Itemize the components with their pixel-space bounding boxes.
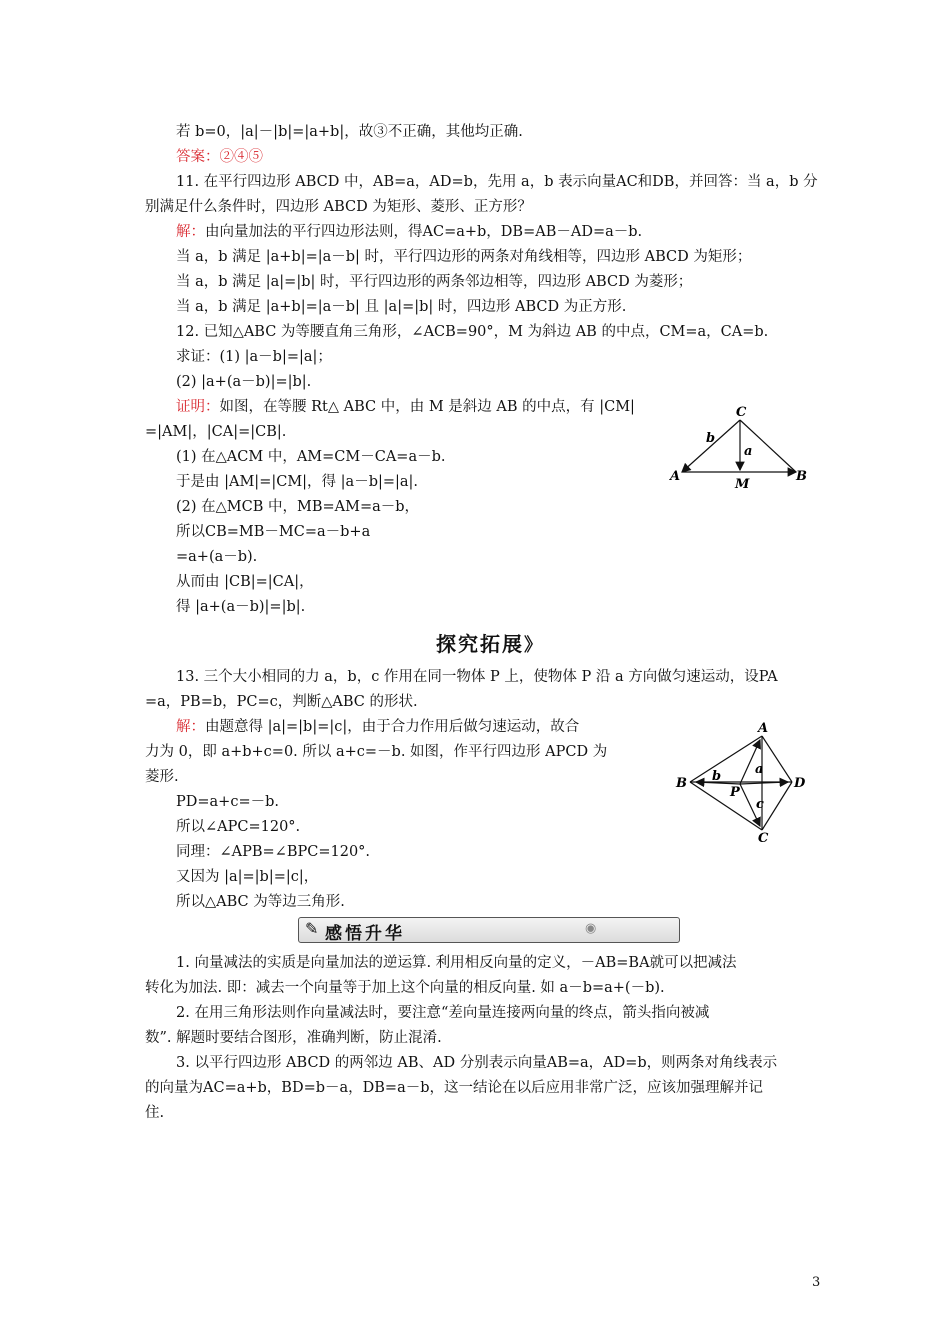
label-prefix: 解： xyxy=(176,719,205,735)
text-line: PD=a+c=－b. xyxy=(176,794,279,810)
text-line: 13. 三个大小相同的力 a，b，c 作用在同一物体 P 上，使物体 P 沿 a 方向做匀速运动，设PA xyxy=(176,669,778,685)
label-prefix: 解： xyxy=(176,224,205,240)
text-line: 证明：如图，在等腰 Rt△ ABC 中，由 M 是斜边 AB 的中点，有 |CM| xyxy=(176,399,635,415)
text-line: 从而由 |CB|=|CA|， xyxy=(176,574,314,590)
label-vec-a: a xyxy=(755,762,764,777)
label-vec-c: c xyxy=(756,797,764,812)
text-line: 同理：∠APB=∠BPC=120°. xyxy=(176,844,371,860)
text-line: 数”. 解题时要结合图形，准确判断，防止混淆. xyxy=(145,1030,442,1046)
text-line: 1. 向量减法的实质是向量加法的逆运算. 利用相反向量的定义，－AB=BA就可以把减法 xyxy=(176,955,737,971)
label-p: P xyxy=(730,785,740,800)
text-line: (1) 在△ACM 中，AM=CM－CA=a－b. xyxy=(176,449,446,465)
section-banner-insight: ✎ 感悟升华 ◉ xyxy=(298,917,680,943)
text-line: 当 a，b 满足 |a+b|=|a－b| 且 |a|=|b| 时，四边形 ABCD 为正方形. xyxy=(176,299,627,315)
text-line: (2) |a+(a－b)|=|b|. xyxy=(176,374,312,390)
label-c: C xyxy=(758,831,769,846)
text-line: 3. 以平行四边形 ABCD 的两邻边 AB、AD 分别表示向量AB=a，AD=b，则两条对角线表示 xyxy=(176,1055,778,1071)
page-number: 3 xyxy=(812,1275,821,1290)
label-c: C xyxy=(736,405,747,420)
text-line: 又因为 |a|=|b|=|c|， xyxy=(176,869,319,885)
section-banner-explore: 探究拓展》 xyxy=(436,632,542,656)
text-line: 2. 在用三角形法则作向量减法时，要注意“差向量连接两向量的终点，箭头指向被减 xyxy=(176,1005,710,1021)
text-line: 所以CB=MB－MC=a－b+a xyxy=(176,524,371,540)
label-vec-b: b xyxy=(712,769,722,784)
pen-icon: ✎ xyxy=(305,919,319,938)
text-line: (2) 在△MCB 中，MB=AM=a－b， xyxy=(176,499,420,515)
label-a: A xyxy=(758,721,769,736)
label-m: M xyxy=(735,477,750,492)
text-line: 若 b=0，|a|－|b|=|a+b|，故③不正确，其他均正确. xyxy=(176,124,523,140)
text-line: =a+(a－b). xyxy=(176,549,258,565)
text-line: 得 |a+(a－b)|=|b|. xyxy=(176,599,306,615)
text-line: 12. 已知△ABC 为等腰直角三角形，∠ACB=90°，M 为斜边 AB 的中点，CM=a，CA=b. xyxy=(176,324,769,340)
text-line: 当 a，b 满足 |a+b|=|a－b| 时，平行四边形的两条对角线相等，四边形 ABCD 为矩形； xyxy=(176,249,752,265)
text-line: 解：由向量加法的平行四边形法则，得AC=a+b，DB=AB－AD=a－b. xyxy=(176,224,643,240)
text-line: 菱形. xyxy=(145,769,179,785)
text-line: 住. xyxy=(145,1105,165,1121)
text-line: 所以△ABC 为等边三角形. xyxy=(176,894,345,910)
text-line: 别满足什么条件时，四边形 ABCD 为矩形、菱形、正方形？ xyxy=(145,199,532,215)
globe-icon: ◉ xyxy=(585,921,597,936)
text-line: =|AM|，|CA|=|CB|. xyxy=(145,424,287,440)
label-vec-b: b xyxy=(706,431,716,446)
answer-line: 答案：②④⑤ xyxy=(176,149,263,165)
text-line: 解：由题意得 |a|=|b|=|c|，由于合力作用后做匀速运动，故合 xyxy=(176,719,580,735)
segment-ad xyxy=(762,736,792,782)
text-line: 的向量为AC=a+b，BD=b－a，DB=a－b，这一结论在以后应用非常广泛，应该加强理解并记 xyxy=(145,1080,764,1096)
text-line: 转化为加法. 即：减去一个向量等于加上这个向量的相反向量. 如 a－b=a+(－b). xyxy=(145,980,665,996)
segment-bc xyxy=(690,782,762,830)
text-line: 力为 0，即 a+b+c=0. 所以 a+c=－b. 如图，作平行四边形 APCD 为 xyxy=(145,744,608,760)
text-line: 11. 在平行四边形 ABCD 中，AB=a，AD=b，先用 a，b 表示向量AC和DB，并回答：当 a，b 分 xyxy=(176,174,818,190)
text-line: 所以∠APC=120°. xyxy=(176,819,301,835)
triangle-figure xyxy=(660,400,820,495)
label-a: A xyxy=(670,469,681,484)
segment-cd xyxy=(762,782,792,830)
label-b: B xyxy=(796,469,807,484)
label-b: B xyxy=(676,776,687,791)
text-line: =a，PB=b，PC=c，判断△ABC 的形状. xyxy=(145,694,418,710)
label-vec-a: a xyxy=(744,444,753,459)
label-d: D xyxy=(794,776,806,791)
rhombus-figure xyxy=(660,718,820,848)
label-prefix: 证明： xyxy=(176,399,220,415)
text-line: 于是由 |AM|=|CM|，得 |a－b|=|a|. xyxy=(176,474,419,490)
text-line: 当 a，b 满足 |a|=|b| 时，平行四边形的两条邻边相等，四边形 ABCD 为菱形； xyxy=(176,274,693,290)
text-line: 求证：(1) |a－b|=|a|； xyxy=(176,349,332,365)
vector-b xyxy=(682,420,740,472)
